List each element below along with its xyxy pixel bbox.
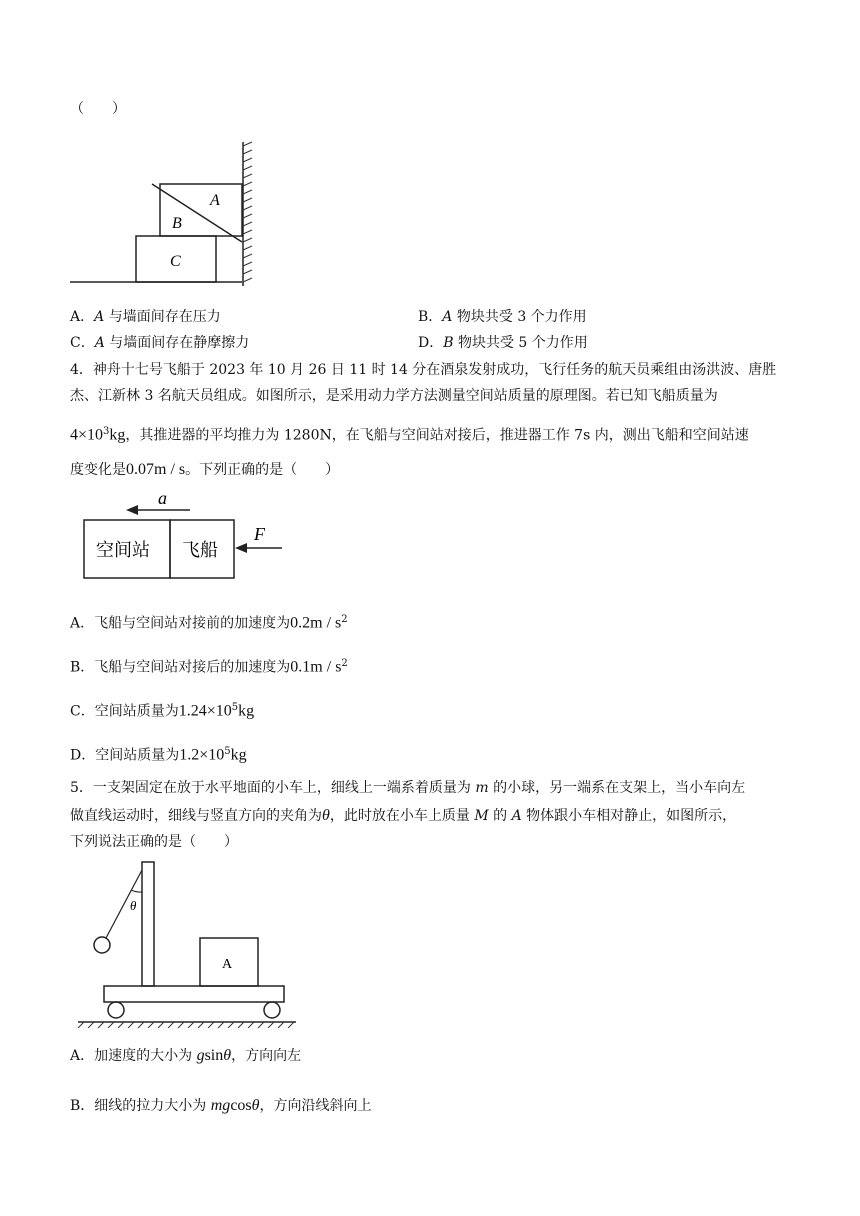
q5-stem-line2: 做直线运动时，细线与竖直方向的夹角为θ，此时放在小车上质量 M 的 A 物体跟小车相对静止，如图所示， (70, 807, 737, 824)
force-arrow-icon (235, 543, 247, 553)
wheel-right-icon (264, 1002, 280, 1018)
q4-stem-line1: 4．神舟十七号飞船于 2023 年 10 月 26 日 11 时 14 分在酒泉发射成功，飞行任务的航天员乘组由汤洪波、唐胜 (70, 362, 777, 378)
theta-label: θ (130, 898, 137, 913)
q5-figure-cart-pendulum (76, 858, 298, 1028)
acceleration-arrow-icon (126, 505, 138, 515)
station-label: 空间站 (96, 540, 150, 560)
block-a-label: A (222, 957, 233, 972)
q4-stem-line2: 杰、江新林 3 名航天员组成。如图所示，是采用动力学方法测量空间站质量的原理图。若已知飞船质量为 (70, 388, 718, 404)
q4-option-b: B．飞船与空间站对接后的加速度为$0.1m / s^2$ (70, 658, 348, 676)
q4-option-c: C．空间站质量为$1.24\times 10^5kg$ (70, 702, 255, 720)
q3-option-a: A．A 与墙面间存在压力 (70, 309, 221, 325)
q4-stem-line3: $4\times 10^3kg$，其推进器的平均推力为 1280N，在飞船与空间站对接后，推进器工作 7s 内，测出飞船和空间站速 (70, 426, 749, 444)
q3-answer-bracket: （ ） (70, 101, 126, 117)
q5-option-a: A．加速度的大小为 gsinθ，方向向左 (70, 1047, 302, 1064)
q4-option-d: D．空间站质量为$1.2\times 10^5kg$ (70, 746, 247, 764)
q3-label-c: C (170, 253, 181, 270)
q5-stem-line1: 5．一支架固定在放于水平地面的小车上，细线上一端系着质量为 m 的小球，另一端系在支架上，当小车向左 (70, 780, 746, 796)
q4-option-a: A．飞船与空间站对接前的加速度为$0.2m / s^2$ (70, 614, 348, 632)
q4-stem-line4: 度变化是0.07m / s。下列正确的是（ ） (70, 461, 340, 478)
ship-label: 飞船 (182, 540, 218, 560)
q3-label-a: A (210, 192, 220, 209)
q5-option-b: B．细线的拉力大小为 mgcosθ，方向沿线斜向上 (70, 1097, 372, 1114)
q4-figure-station-ship (76, 488, 286, 580)
force-label: F (254, 524, 265, 544)
q3-option-b: B．A 物块共受 3 个力作用 (418, 309, 587, 325)
q3-option-d: D．B 物块共受 5 个力作用 (418, 335, 588, 351)
q3-option-c: C．A 与墙面间存在静摩擦力 (70, 335, 250, 351)
wheel-left-icon (108, 1002, 124, 1018)
ball-icon (94, 937, 110, 953)
q3-figure-wall-blocks (66, 138, 266, 288)
q5-stem-line3: 下列说法正确的是（ ） (70, 834, 238, 850)
q3-label-b: B (172, 215, 182, 232)
acceleration-label: a (158, 488, 167, 508)
